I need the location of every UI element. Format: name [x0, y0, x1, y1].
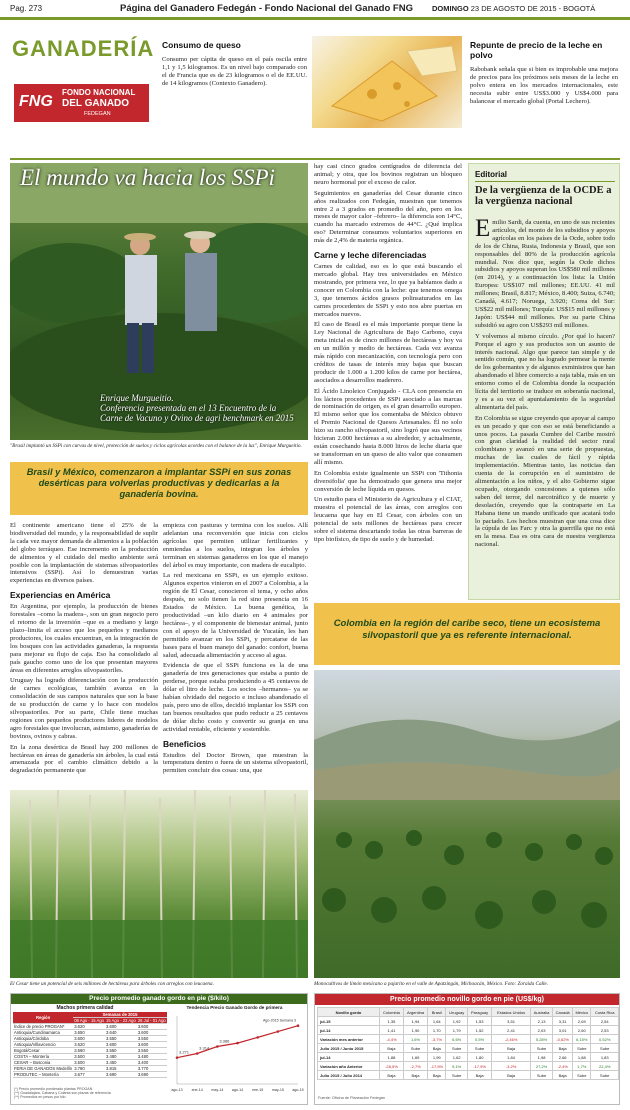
feature-col2 — [163, 522, 308, 775]
table-cell: 0,52% — [591, 1035, 619, 1044]
price2-head-10: Costa Rica — [591, 1008, 619, 1017]
landscape-caption: Monocultivos de limón mexicano a pajarito en el valle de Apatzingán, Michoacán, México. Foto: Zoraida Calle. — [314, 981, 549, 987]
data-point — [176, 1056, 179, 1059]
col3-p5: El Ácido Linoleico Conjugado - CLA con presencia en los lácteos procedentes de SSPi asociado a las marcas de nominación de origen, es el gran desarrollo europeo. El mismo señor que los comentaba de México obtuvo el Premio Nacional de Quesos Artesanales. Él no solo hizo su rancho silvopastoril, sino logró que sus vecinos hicieran 2.000 hectáreas a su alrededor, y actualmente, están cosechando hasta 8.000 litros de leche diaria que se transforman en un queso de alto valor que consumen allí mismo. — [314, 387, 462, 466]
col2-p4: Estudios del Doctor Brown, que muestran la temperatura dentro o fuera de un sistema silvopastoril, permiten concluir dos cosas: una, que — [163, 751, 308, 775]
table-cell: Baja — [492, 1071, 531, 1080]
table-cell: Sube — [573, 1044, 591, 1053]
tick-label: ago-14 — [231, 1088, 244, 1092]
feature-col3 — [314, 163, 462, 544]
price1-week-0: 08 Ago - 15 Ago — [74, 1018, 104, 1024]
table-cell: 2,03 — [530, 1026, 552, 1035]
col1-subhead: Experiencias en América — [10, 590, 111, 601]
header-date-day: DOMINGO — [432, 4, 469, 13]
table-cell: 3.600 — [137, 1030, 167, 1036]
fng-logo-line2: DEL GANADO — [62, 98, 130, 109]
table-cell: PRODUTEC – Montería — [13, 1072, 73, 1078]
photo-overlay-line2: Conferencia presentada en el 13 Encuentro de la — [100, 403, 277, 413]
table-row — [13, 1072, 167, 1078]
table-cell: Baja — [379, 1071, 403, 1080]
table-cell: 3.600 — [73, 1036, 105, 1042]
photo-overlay-line3: Carne de Vacuno y Ovino de agri benchmark en 2015 — [100, 413, 294, 423]
table-cell: Bogotá/Cesar — [13, 1048, 73, 1054]
table-cell: Sube — [591, 1044, 619, 1053]
feature-deck: Brasil y México, comenzaron a implantar SSPi en sus zonas desérticas para volverlas productivas y dedicarlas a la ganadería bovina. — [26, 467, 292, 499]
trend-chart-title: Tendencia Precio Ganado Gordo de primera — [186, 1005, 283, 1010]
data-label: 3.314 — [199, 1045, 210, 1051]
col3-p7: Un estudio para el Ministerio de Agricultura y el CIAT, muestra el potencial de las áreas, con arreglos con leucaena que hay en El Cesar, con árboles con un potencial de seis millones de hectáreas para crecer sobre el sistema descartando todas las otras barreras de tipo biofísico, de tipo de suelo y de humedad. — [314, 496, 462, 543]
table-cell: Sube — [403, 1044, 427, 1053]
price2-head-5: Paraguay — [467, 1008, 491, 1017]
table-cell: 3.450 — [105, 1060, 137, 1066]
table-cell: 1,41 — [379, 1026, 403, 1035]
table-cell: 1,88 — [379, 1053, 403, 1062]
table-cell: 2,53 — [591, 1026, 619, 1035]
trend-chart-svg — [163, 1010, 306, 1100]
table-cell: 3.600 — [137, 1024, 167, 1030]
col3-p2: Seguimientos en ganaderías del Cesar durante cinco años realizados con Fedegán, muestran que tenemos entre 2 a 3 grados en promedio del año, pero en los meses de mayor calor –febrero– la diferencia son 14°C, cuando ha marcado extremos de 44°C. ¿Qué implica eso? Determinar consumos voluntarios superiores en más de 2,4% de materia orgánica. — [314, 189, 462, 245]
table-cell: 3,01 — [553, 1026, 573, 1035]
col2-p3: Evidencia de que el SSPi funciona es la de una ganadería de tres generaciones que estaba a punto de perderse, porque estaba produciendo a 45 centavos de dólar el litro de leche. Los socios –hermanos– ya se habían olvidado del negocio e incluso abandonado el país, pero uno de ellos, decidió implantar los SSPi con tan buenos resultados que pudo reducir a 25 centavos de dólar dicho costo y convertir su granja en una actividad rentable, eficiente y sostenible. — [163, 662, 308, 733]
table-cell: -4,4% — [379, 1035, 403, 1044]
table-cell: 1,84 — [492, 1053, 531, 1062]
table-cell: 1,53 — [467, 1017, 491, 1026]
table-row — [318, 1035, 619, 1044]
col3-p3: Carnes de calidad, eso es lo que está buscando el mercado global. Hay tres universidades en México mostrando, por primera vez, lo que ya habíamos dado a conocer en Colombia con la leche: que tenemos omega 3, que tenemos ácidos grasos polinsaturados en las carnes procedentes de SSPi y esto nos abre puertas en mercados nuevos. — [314, 263, 462, 318]
table-cell: -17,9% — [467, 1062, 491, 1071]
table-cell: 2,69 — [573, 1017, 591, 1026]
data-point — [216, 1045, 219, 1048]
table-cell: 3,31 — [553, 1017, 573, 1026]
table-cell: 2,41 — [492, 1026, 531, 1035]
price2-head-7: Australia — [530, 1008, 552, 1017]
tick-label: ene-14 — [191, 1088, 203, 1092]
tick-label: ago-13 — [171, 1088, 183, 1092]
feature-photo — [10, 163, 308, 440]
tick-label: ene-15 — [252, 1088, 264, 1092]
editorial-drop-cap: E — [475, 215, 491, 242]
table-cell: 3.400 — [137, 1060, 167, 1066]
table-cell: Baja — [553, 1071, 573, 1080]
table-cell: 27,2% — [530, 1062, 552, 1071]
table-cell: 1,94 — [403, 1017, 427, 1026]
brief-queso-title: Consumo de queso — [162, 40, 241, 50]
table-cell: Baja — [467, 1071, 491, 1080]
table-cell: 3.600 — [137, 1042, 167, 1048]
table-cell: Baja — [492, 1044, 531, 1053]
data-point — [256, 1036, 259, 1039]
header-bar — [0, 0, 630, 20]
col3-p6: En Colombia existe igualmente un SSPi con 'Tithonia diversifolia' que ha demostrado que genera una mejor conversión de leche líquida en quesos. — [314, 469, 462, 493]
table-cell: 0,5% — [467, 1035, 491, 1044]
table-cell: Baja — [428, 1071, 446, 1080]
table-row — [318, 1071, 619, 1080]
table-cell: 2,60 — [573, 1026, 591, 1035]
price1-subtitle: Machos primera calidad — [56, 1005, 114, 1011]
table-cell: Sube — [530, 1044, 552, 1053]
table-cell: 3.640 — [105, 1030, 137, 1036]
forest-caption: El Cesar tiene un potencial de seis millones de hectáreas para árboles con arreglos con leucaena. — [10, 981, 214, 987]
price1-note-1: (**) Guadalajara, Cabana y Colanta son plazas de referencia — [14, 1091, 111, 1096]
table-row — [318, 1017, 619, 1026]
caribe-deck: Colombia en la región del caribe seco, tiene un ecosistema silvopastoril que ya es referente internacional. — [333, 618, 601, 641]
fng-logo-line1: FONDO NACIONAL — [62, 88, 136, 97]
col3-subhead: Carne y leche diferenciadas — [314, 250, 427, 261]
brief-leche-text: Rabobank señala que si bien es improbable una mejora de precios para los próximos seis meses de la leche en polvo entera en los mercados internacionales, este necesita subir entre US$3.000 y US$4.000 para balancear el mercado global (Portal Lechero). — [470, 66, 618, 105]
table-cell: 1,88 — [573, 1053, 591, 1062]
table-cell: 1,52 — [467, 1026, 491, 1035]
price1-note-2: (**) Promedios en pesos por kilo — [14, 1095, 66, 1100]
price2-head-2: Argentina — [403, 1008, 427, 1017]
tick-label: may-15 — [271, 1088, 284, 1092]
col2-p2: La red mexicana en SSPi, es un ejemplo exitoso. Algunos expertos vinieron en el 2007 a Colombia, a la región de El Cesar, conocieron el tema, y ocho años después, no solo tienen la red sino presencia en 16 Estados de México. La buena genética, la productividad –un kilo diario en 4 animales por hectárea–, y el componente de bienestar animal, junto con el apoyo de la Universidad de Yucatán, les han permitido avanzar en los SSPi, y percatarse de las bases para el buen manejo del ganado: confort, buena salud, adecuada alimentación y acceso al agua. — [163, 572, 308, 659]
table-cell: 3.600 — [105, 1024, 137, 1030]
table-cell: 3.690 — [105, 1072, 137, 1078]
header-title: Página del Ganadero Fedegán - Fondo Nacional del Ganado FNG — [120, 3, 413, 14]
table-row — [318, 1062, 619, 1071]
price-table-1 — [10, 993, 308, 1105]
table-cell: 3.500 — [73, 1060, 105, 1066]
divider — [10, 158, 620, 160]
table-cell: Variación año Anterior — [318, 1062, 380, 1071]
table-cell: Baja — [553, 1044, 573, 1053]
orchard-illustration — [314, 670, 620, 978]
table-cell: Índice de precio PROGAN* — [13, 1024, 73, 1030]
series-line — [177, 1026, 298, 1058]
table-cell: Antioquia/Cundinamarca — [13, 1030, 73, 1036]
table-cell: 5,28% — [530, 1035, 552, 1044]
table-cell: 1,70 — [428, 1026, 446, 1035]
price1-week-2: 26 Jul - 01 Ago — [137, 1018, 166, 1024]
table-cell: Baja — [403, 1071, 427, 1080]
table-cell: Julio 2015 / Junio 2015 — [318, 1044, 380, 1053]
table-cell: 6,6% — [446, 1035, 468, 1044]
table-cell: 1,90 — [403, 1026, 427, 1035]
table-cell: 1,83 — [591, 1053, 619, 1062]
price2-head-1: Colombia — [379, 1008, 403, 1017]
cheese-icon — [312, 36, 462, 128]
table-cell: 1,64 — [428, 1017, 446, 1026]
page-number: Pag. 273 — [10, 4, 43, 13]
table-cell: -2,4% — [553, 1062, 573, 1071]
table-cell: FERIA DE GANADOS Medellín — [14, 1066, 73, 1072]
table-cell: 1,35 — [379, 1017, 403, 1026]
table-cell: -17,5% — [428, 1062, 446, 1071]
brief-queso — [162, 40, 307, 88]
forest-illustration — [10, 790, 308, 978]
table-cell: 3.550 — [137, 1048, 167, 1054]
table-cell: 3.780 — [73, 1066, 105, 1072]
editorial-p2: Y volvemos al mismo círculo. ¿Por qué lo hacen? Porque el agro y sus productos son un asunto de interés nacional. Algo que parece tan simple y de sentido común, que no ha logrado permear la mente de los gobernantes y de algunos exministros que han abandonado el libre comercio a raja tabla, más en un entorno como el de Colombia donde la ocupación lícita del territorio se traduce en soberanía nacional, y es a su vez el apuntalamiento de la seguridad alimentaria del país. — [475, 332, 615, 411]
brief-queso-text: Consumo per cápita de queso en el país oscila entre 1,1 y 1,5 kilogramos. Es un nivel bajo comparado con el de Francia que es de 23 kilogramos o el de EE.UU. de 14 kilogramos (Contexto Ganadero). — [162, 56, 307, 87]
price2-head-9: México — [573, 1008, 591, 1017]
price2-table — [317, 1007, 619, 1080]
col1-p3: Uruguay ha logrado diferenciación con la producción de carnes ecológicas, también avanza en la consolidación de sus campos naturales que son la base de su producción de carne y lo hace con modelos silvopastoriles. Por su parte, Chile tiene muchas regiones con pequeños productores lideres de modelos agro forestales que involucran, asimismo, ganaderías de bovinos, ovinos y cabras. — [10, 677, 158, 740]
price2-head-4: Uruguay — [446, 1008, 468, 1017]
feature-col1 — [10, 522, 158, 775]
price2-head-0: Novillo gordo — [318, 1008, 380, 1017]
forest-photo — [10, 790, 308, 978]
data-point — [236, 1042, 239, 1045]
table-cell: 2,54 — [591, 1017, 619, 1026]
table-cell: 1,92 — [446, 1017, 468, 1026]
fng-logo-abbr: FNG — [19, 93, 53, 110]
table-cell: 9,1% — [446, 1062, 468, 1071]
cheese-photo — [312, 36, 462, 128]
editorial-p3: En Colombia se sigue creyendo que apoyar al campo es un pecado y que con eso se está beneficiando a unos pocos. La pasada Cumbre del Caribe mostró con gran claridad la realidad del sector rural colombiano y avanzó en una serie de propuestas, muchas de las cuales de fácil y rápida implementación. Mientras tanto, las noticias dan cuenta de la corrupción en el suministro de alimentación a los niños, y el alto Gobierno sigue ocupado, otorgando concesiones a quienes sólo saben del terror, del narcotráfico y de muerte y desolación, creyendo que la contraparte en La Habana tiene un mando unificado que acatará todo lo pactado. Los hechos muestran que una cosa dice la cúpula de las Farc y otra la guerrilla que no está en la mesa. Esa es otra cara de nuestra vergüenza nacional. — [475, 414, 615, 549]
table-cell: Baja — [428, 1044, 446, 1053]
tick-label: may-14 — [211, 1088, 224, 1092]
landscape-photo — [314, 670, 620, 978]
brief-leche — [470, 40, 618, 106]
price1-table — [13, 1012, 167, 1078]
feature-photo-caption: "Brasil implantó un SSPi con curvas de nivel, protección de suelos y ciclos agrícolas acordes con el balance de la luz", Enrique Murgueitio. — [10, 443, 302, 449]
editorial-label-rule — [475, 181, 615, 182]
table-cell: 3.650 — [73, 1030, 105, 1036]
table-cell: 3.550 — [137, 1036, 167, 1042]
price1-region-head: Región — [13, 1012, 73, 1024]
editorial-title: De la vergüenza de la OCDE a la vergüenza nacional — [475, 185, 612, 207]
table-cell: -3,7% — [428, 1035, 446, 1044]
table-cell: 1,98 — [530, 1053, 552, 1062]
table-cell: Antioquia/Villavicencio — [13, 1042, 73, 1048]
editorial-p1 — [475, 215, 615, 330]
header-date — [432, 4, 595, 13]
table-cell: 3.600 — [105, 1042, 137, 1048]
table-row — [318, 1044, 619, 1053]
price2-head-8: Canadá — [553, 1008, 573, 1017]
table-cell: 3.677 — [73, 1072, 105, 1078]
trend-chart — [163, 1005, 306, 1103]
table-cell: 3,51 — [492, 1017, 531, 1026]
table-cell: 1,6% — [403, 1035, 427, 1044]
table-cell: Sube — [530, 1071, 552, 1080]
table-cell: 1,62 — [446, 1053, 468, 1062]
table-cell: 2,66 — [553, 1053, 573, 1062]
brief-leche-title: Repunte de precio de la leche en polvo — [470, 40, 603, 60]
fng-logo-line3: FEDEGAN — [84, 111, 111, 117]
table-cell: 3.620 — [73, 1024, 105, 1030]
table-cell: 22,4% — [591, 1062, 619, 1071]
table-cell: 6,15% — [573, 1035, 591, 1044]
table-cell: jul-14 — [318, 1026, 380, 1035]
table-cell: COSTA – Montería — [13, 1054, 73, 1060]
section-name: GANADERÍA — [12, 36, 155, 61]
table-cell: -28,5% — [379, 1062, 403, 1071]
table-cell: 1,99 — [428, 1053, 446, 1062]
col2-subhead: Beneficios — [163, 738, 206, 749]
table-cell: Sube — [573, 1071, 591, 1080]
table-cell: 1,69 — [403, 1053, 427, 1062]
table-cell: -2,46% — [492, 1035, 531, 1044]
feature-deck-box — [10, 462, 308, 515]
editorial-body — [475, 215, 615, 549]
table-cell: Sube — [446, 1071, 468, 1080]
price2-source: Fuente: Oficina de Planeación Fedegán — [318, 1096, 385, 1100]
table-cell: CESAR – Bosconia — [13, 1060, 73, 1066]
table-cell: Sube — [467, 1044, 491, 1053]
price-table-2 — [314, 993, 620, 1105]
table-cell: Baja — [379, 1044, 403, 1053]
editorial-box — [468, 163, 620, 600]
table-row — [318, 1026, 619, 1035]
price1-note-0: (*) Precio promedio ponderado plantas PROGAN — [14, 1087, 93, 1091]
latest-annotation: Ago-2015 Semana 3 — [263, 1018, 296, 1023]
data-point — [196, 1052, 199, 1055]
table-cell: Antioquia/Córdoba — [13, 1036, 73, 1042]
data-point — [277, 1030, 280, 1033]
table-cell: 3.480 — [137, 1054, 167, 1060]
caribe-deck-box — [314, 603, 620, 665]
col1-p2: En Argentina, por ejemplo, la producción de bienes forestales –como la madera–, son un gran negocio pero el retorno de la inversión –que es a mediano y largo plazo–limita el acceso que los pequeños y medianos productores, los cuales encuentran, en la integración de los bosques con las actividades ganaderas, la respuesta para mejorar su flujo de caja. Eso ha consolidado al país gaucho como uno de los que presentan mayores áreas en diferentes arreglos silvopastoriles. — [10, 603, 158, 674]
table-cell: 1,79 — [446, 1026, 468, 1035]
table-cell: -2,7% — [403, 1062, 427, 1071]
table-cell: 1,80 — [467, 1053, 491, 1062]
table-cell: -3,2% — [492, 1062, 531, 1071]
table-cell: jul-15 — [318, 1017, 380, 1026]
price2-head-3: Brasil — [428, 1008, 446, 1017]
table-cell: Sube — [446, 1044, 468, 1053]
table-cell: jul-14 — [318, 1053, 380, 1062]
table-cell: 3.480 — [105, 1054, 137, 1060]
table-cell: 2,13 — [530, 1017, 552, 1026]
price1-notes — [14, 1087, 160, 1100]
feature-headline: El mundo va hacia los SSPi — [20, 165, 275, 190]
editorial-p1-text: milio Sardi, da cuenta, en uno de sus recientes artículos, del monto de los subsidios y apoyos agrícolas en los países de la Ocde, sobre todo de los de China, Rusia, Indonesia y Brasil, que son responsables del 80% de la producción agrícola mundial. Nos dice que, según la Ocde dichos subsidios y apoyos superan los US$580 mil millones (en 2014), y a continuación los lista: la Unión Europea: US$107 mil millones; EE.UU. 41 mil millones; Brasil, 8.817; México, 8.400; Suiza, 6.740; Canadá, 4.617; Noruega, 3.920; Corea del Sur: US$22 mil millones; Turquía: US$15 mil millones y Japón: US$44 mil millones. Por su parte China subsidió su agro con US$293 mil millones. — [475, 219, 615, 329]
table-cell: Julio 2015 / Julio 2014 — [318, 1071, 380, 1080]
price2-head-6: Estados Unidos — [492, 1008, 531, 1017]
col1-p4: En la zona desértica de Brasil hay 200 millones de hectáreas en áreas de ganadería sin árboles, la cual está amenazada por el cambio climático debido a la degradación permanente que — [10, 743, 158, 775]
table-cell: 3.500 — [73, 1054, 105, 1060]
table-cell: -0,62% — [553, 1035, 573, 1044]
price2-title: Precio promedio novillo gordo en pie (US$/kg) — [315, 994, 619, 1005]
table-cell: Sube — [591, 1071, 619, 1080]
header-date-rest: 23 DE AGOSTO DE 2015 - BOGOTÁ — [470, 4, 596, 13]
table-cell: 3.550 — [105, 1048, 137, 1054]
data-point — [297, 1024, 300, 1027]
price2-head-row — [318, 1008, 619, 1017]
tick-label: ago-15 — [292, 1088, 304, 1092]
col3-p4: El caso de Brasil es el más importante porque tiene la Ley Nacional de Agricultura de Bajo Carbono, cuya meta inicial es de cinco millones de hectáreas y hoy va en un millón y medio de hectáreas. Cada vez avanza más rápido con mecanización, con tecnología pero con créditos de tasas de interés muy bajas que buscan producir de 1.000 a 1.200 kilos de carne por hectárea, asociados a desarrollos maderero. — [314, 321, 462, 384]
table-cell: 3.770 — [137, 1066, 167, 1072]
fng-logo — [14, 84, 149, 122]
table-cell: 3.690 — [137, 1072, 167, 1078]
data-label: 3.386 — [219, 1038, 230, 1044]
table-cell: 3.560 — [73, 1048, 105, 1054]
price1-week-1: 15 Ago - 22 Ago — [106, 1018, 136, 1024]
col2-p1: empieza con pasturas y termina con los suelos. Allí adelantan una reconversión que inicia con ciclos agrícolas que permiten utilizar fertilizantes y enmiendas a los suelos, integran los árboles y terminan en sistemas ganaderos en los que el manejo del árbol es muy importante, con madera de eucalipto. — [163, 522, 308, 569]
table-cell: 3.550 — [105, 1036, 137, 1042]
table-cell: Variación mes anterior — [318, 1035, 380, 1044]
price1-weeks-label: Semanas de 2015 — [73, 1012, 167, 1018]
col3-p1: hay casi cinco grados centígrados de diferencia del animal; y otra, que los bovinos registran un bloqueo neuro hormonal por el exceso de calor. — [314, 163, 462, 186]
photo-overlay-line1: Enrique Murgueitio. — [100, 393, 174, 403]
table-cell: 3.620 — [73, 1042, 105, 1048]
data-label: 3.271 — [179, 1049, 190, 1055]
photo-overlay-caption — [100, 393, 305, 423]
table-cell: 3.815 — [105, 1066, 137, 1072]
col1-p1: El continente americano tiene el 25% de la biodiversidad del mundo, y la responsabilidad de suplir la cada vez mayor demanda de alimentos a la población del globo terráqueo. Ese incremento en la producción de alimentos y el cuidado del medio ambiente será posible con la implantación de sistemas silvopastoriles intensivos (SSPi). Así lo demuestran varias experiencias en diversos países. — [10, 522, 158, 585]
editorial-label: Editorial — [475, 170, 508, 179]
price1-title: Precio promedio ganado gordo en pie ($/kilo) — [11, 994, 307, 1004]
table-row — [318, 1053, 619, 1062]
table-cell: 1,7% — [573, 1062, 591, 1071]
